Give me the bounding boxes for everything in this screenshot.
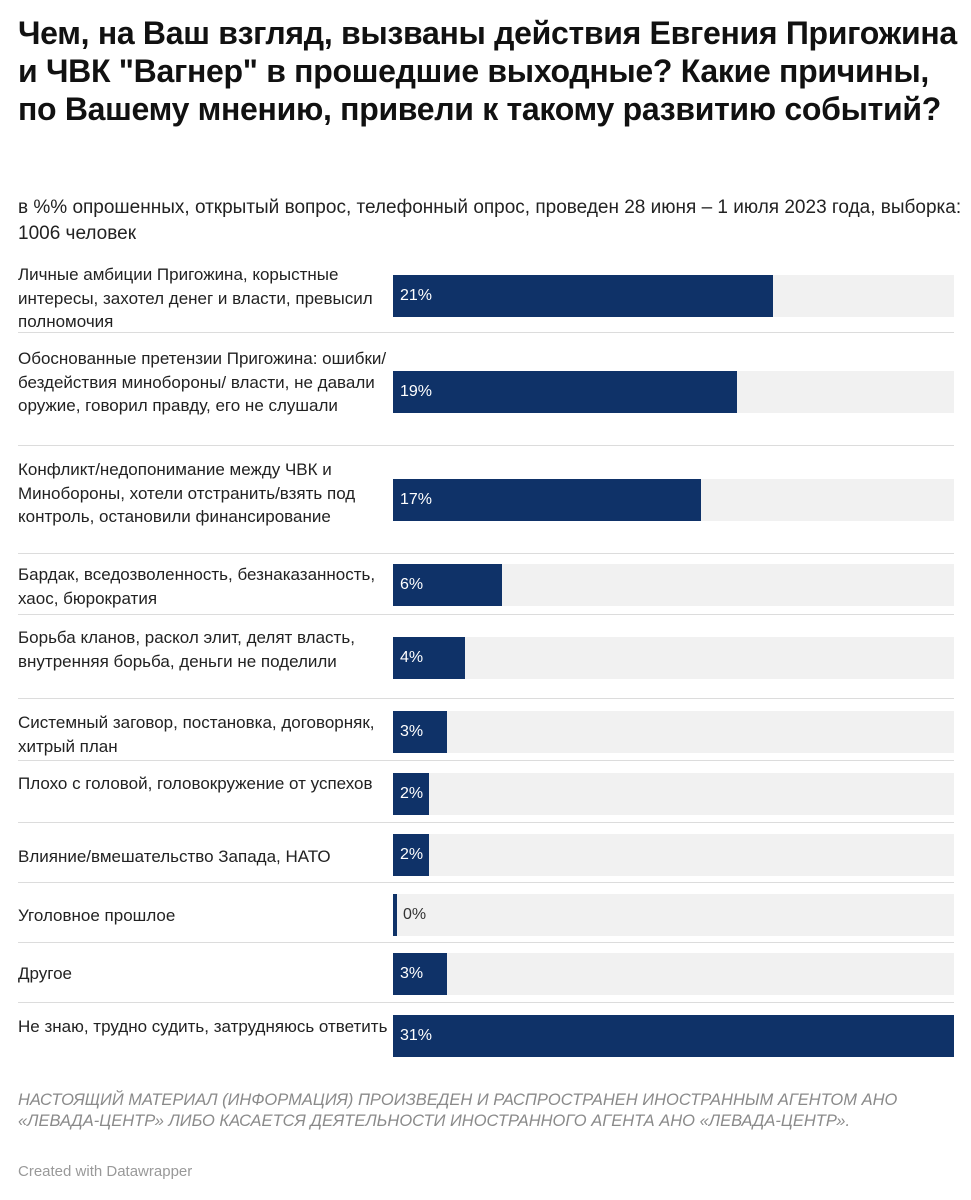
bar [393, 1015, 954, 1057]
row-divider [18, 942, 954, 943]
value-label: 3% [400, 965, 424, 982]
bar-track [393, 711, 954, 753]
category-label: Бардак, вседозволенность, безнаказанность, хаос, бюрократия [18, 565, 376, 608]
row-divider [18, 614, 954, 615]
chart-title: Чем, на Ваш взгляд, вызваны действия Евгения Пригожина и ЧВК "Вагнер" в прошедшие выходные? Какие причины, по Вашему мнению, привели к такому развитию событий? [18, 15, 957, 127]
bar-track [393, 773, 954, 815]
value-label: 21% [400, 287, 433, 304]
value-label: 2% [400, 785, 424, 802]
value-label: 3% [400, 723, 424, 740]
datawrapper-credit: Created with Datawrapper [18, 1163, 193, 1180]
value-label: 17% [400, 491, 433, 508]
category-label: Борьба кланов, раскол элит, делят власть, внутренняя борьба, деньги не поделили [18, 628, 355, 671]
category-label: Не знаю, трудно судить, затрудняюсь ответить [18, 1017, 388, 1036]
category-label: Влияние/вмешательство Запада, НАТО [18, 847, 331, 866]
value-label: 19% [400, 383, 433, 400]
category-label: Обоснованные претензии Пригожина: ошибки/бездействия минобороны/ власти, не давали оружие, говорил правду, его не слушали [18, 349, 387, 415]
value-label: 0% [403, 906, 427, 923]
category-label: Личные амбиции Пригожина, корыстные интересы, захотел денег и власти, превысил полномочия [18, 265, 373, 331]
value-label: 2% [400, 846, 424, 863]
category-label: Плохо с головой, головокружение от успехов [18, 774, 373, 793]
row-divider [18, 698, 954, 699]
bar-track [393, 834, 954, 876]
value-label: 31% [400, 1027, 433, 1044]
bar-track [393, 953, 954, 995]
row-divider [18, 1002, 954, 1003]
bar [393, 371, 737, 413]
row-divider [18, 882, 954, 883]
category-label: Конфликт/недопонимание между ЧВК и Минобороны, хотели отстранить/взять под контроль, остановили финансирование [18, 460, 356, 526]
category-label: Уголовное прошлое [18, 906, 176, 925]
foreign-agent-disclaimer: НАСТОЯЩИЙ МАТЕРИАЛ (ИНФОРМАЦИЯ) ПРОИЗВЕДЕН И РАСПРОСТРАНЕН ИНОСТРАННЫМ АГЕНТОМ АНО «ЛЕВАДА-ЦЕНТР» ЛИБО КАСАЕТСЯ ДЕЯТЕЛЬНОСТИ ИНОСТРАННОГО АГЕНТА АНО «ЛЕВАДА-ЦЕНТР». [18, 1091, 898, 1130]
row-divider [18, 332, 954, 333]
value-label: 4% [400, 649, 424, 666]
category-label: Другое [18, 964, 73, 983]
row-divider [18, 553, 954, 554]
value-label: 6% [400, 576, 424, 593]
bar-track [393, 894, 954, 936]
bar [393, 275, 773, 317]
chart-subtitle: в %% опрошенных, открытый вопрос, телефонный опрос, проведен 28 июня – 1 июля 2023 года, выборка: 1006 человек [18, 197, 962, 244]
row-divider [18, 445, 954, 446]
bar-track [393, 637, 954, 679]
bar [393, 479, 701, 521]
row-divider [18, 760, 954, 761]
row-divider [18, 822, 954, 823]
category-label: Системный заговор, постановка, договорняк, хитрый план [18, 713, 375, 756]
bar [393, 894, 397, 936]
